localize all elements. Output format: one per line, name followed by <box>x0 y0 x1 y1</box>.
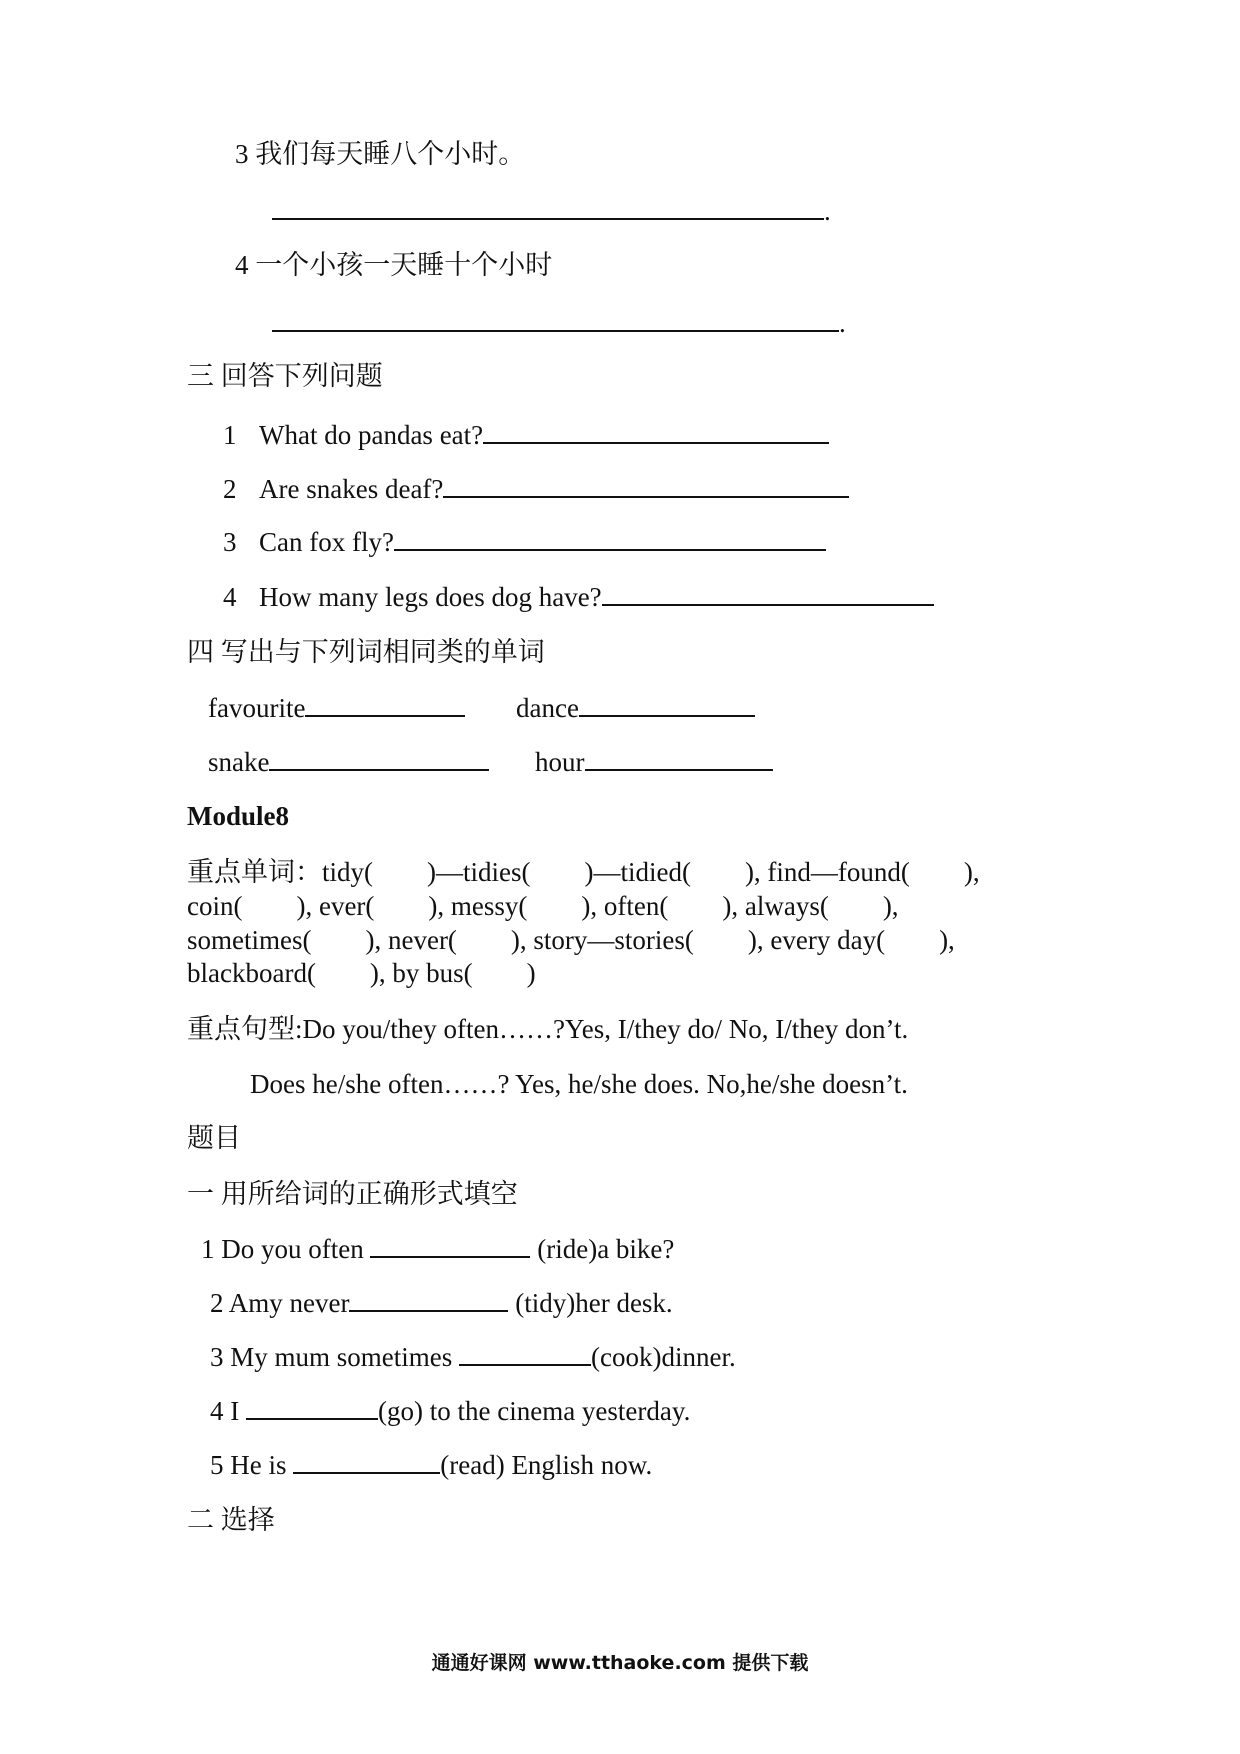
key-pattern-2: Does he/she often……? Yes, he/she does. No,he/she doesn’t. <box>250 1069 908 1099</box>
module-title: Module8 <box>187 801 290 831</box>
list-item: 1 What do pandas eat? <box>223 418 829 451</box>
list-item: 4 How many legs does dog have? <box>223 580 934 613</box>
fill-item: 3 My mum sometimes (cook)dinner. <box>210 1342 736 1372</box>
answer-line-3: . <box>272 194 831 227</box>
list-item: 3 Can fox fly? <box>223 525 826 558</box>
answer-blank[interactable] <box>269 745 489 771</box>
answer-blank[interactable] <box>246 1394 378 1420</box>
word-item: hour <box>535 745 773 778</box>
answer-blank[interactable] <box>305 691 465 717</box>
list-item: 2 Are snakes deaf? <box>223 472 849 505</box>
answer-blank[interactable] <box>394 525 826 551</box>
answer-blank[interactable] <box>585 745 773 771</box>
vocab-line: sometimes( ), never( ), story—stories( ), every day( ), <box>187 925 955 955</box>
part-2-heading: 二 选择 <box>187 1505 275 1535</box>
answer-blank[interactable] <box>602 580 934 606</box>
answer-blank[interactable] <box>443 472 849 498</box>
word-item: favourite <box>208 691 465 724</box>
answer-blank[interactable] <box>370 1232 530 1258</box>
fill-item: 4 I (go) to the cinema yesterday. <box>210 1396 691 1426</box>
answer-blank[interactable] <box>349 1286 508 1312</box>
answer-blank[interactable] <box>272 194 824 220</box>
answer-blank[interactable] <box>483 418 829 444</box>
vocab-line: 重点单词：tidy( )—tidies( )—tidied( ), find—found( ), <box>187 857 980 887</box>
section-3-heading: 三 回答下列问题 <box>187 361 383 391</box>
answer-blank[interactable] <box>272 306 839 332</box>
word-item: snake <box>208 745 489 778</box>
topic-heading: 题目 <box>187 1123 241 1153</box>
footer-credit: 通通好课网 www.tthaoke.com 提供下载 <box>431 1652 809 1674</box>
vocab-line: blackboard( ), by bus( ) <box>187 958 536 988</box>
answer-blank[interactable] <box>579 691 755 717</box>
question-3-chinese: 3 我们每天睡八个小时。 <box>235 139 526 169</box>
vocab-line: coin( ), ever( ), messy( ), often( ), always( ), <box>187 891 899 921</box>
answer-blank[interactable] <box>459 1340 591 1366</box>
answer-blank[interactable] <box>293 1448 440 1474</box>
fill-item: 1 Do you often (ride)a bike? <box>201 1234 675 1264</box>
fill-item: 2 Amy never (tidy)her desk. <box>210 1288 673 1318</box>
answer-line-4: . <box>272 306 846 339</box>
question-4-chinese: 4 一个小孩一天睡十个小时 <box>235 250 553 280</box>
key-pattern-1: 重点句型:Do you/they often……?Yes, I/they do/ No, I/they don’t. <box>187 1014 909 1044</box>
word-item: dance <box>516 691 755 724</box>
fill-item: 5 He is (read) English now. <box>210 1450 653 1480</box>
section-4-heading: 四 写出与下列词相同类的单词 <box>187 637 545 667</box>
part-1-heading: 一 用所给词的正确形式填空 <box>187 1179 518 1209</box>
